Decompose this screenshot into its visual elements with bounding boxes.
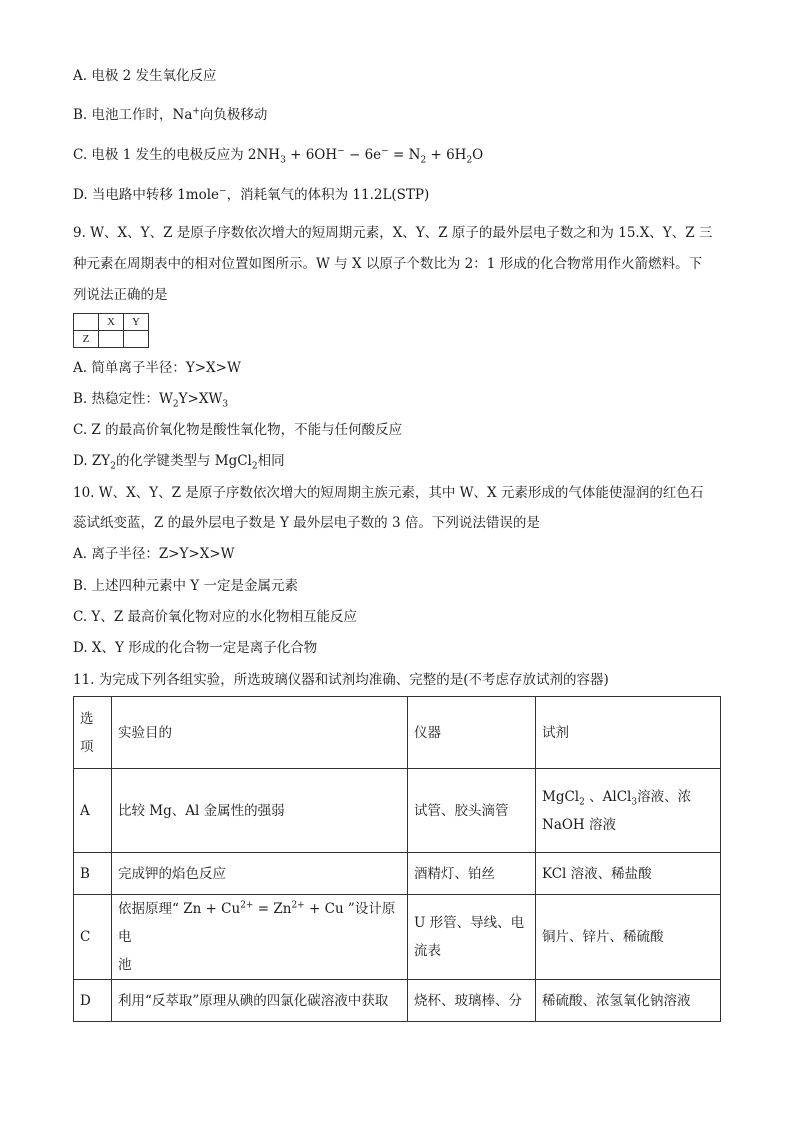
- q11-cell-option: B: [74, 853, 112, 895]
- q11-cell-apparatus-line1: U 形管、导线、电: [414, 915, 525, 931]
- q9-table-cell: Y: [124, 314, 149, 331]
- q8-option-a: A. 电极 2 发生氧化反应: [73, 68, 217, 84]
- q11-cell-apparatus: 试管、胶头滴管: [408, 769, 536, 853]
- q9-table-cell: [74, 314, 99, 331]
- q11-cell-option: C: [74, 895, 112, 980]
- q11-cell-option: D: [74, 980, 112, 1022]
- q9-table-cell: Z: [74, 331, 99, 348]
- q9-table-cell: [124, 331, 149, 348]
- q11-header-purpose: 实验目的: [112, 697, 408, 769]
- q11-cell-reagent: 铜片、锌片、稀硫酸: [536, 895, 721, 980]
- q11-cell-reagent-line1: MgCl$_2$ 、AlCl$_3$溶液、浓: [542, 788, 692, 808]
- q11-cell-purpose: [112, 895, 408, 980]
- q11-header-option-line2: 项: [80, 738, 94, 755]
- q9-periodic-table: [73, 313, 149, 348]
- q11-cell-purpose: 完成钾的焰色反应: [112, 853, 408, 895]
- q10-option-a: A. 离子半径：Z>Y>X>W: [73, 546, 235, 562]
- q11-cell-purpose: 利用“反萃取”原理从碘的四氯化碳溶液中获取: [112, 980, 408, 1022]
- q11-cell-apparatus: [408, 895, 536, 980]
- table-row: [74, 895, 721, 980]
- q10-stem-line2: 蕊试纸变蓝，Z 的最外层电子数是 Y 最外层电子数的 3 倍。下列说法错误的是: [73, 515, 540, 531]
- q9-table-cell: [99, 331, 124, 348]
- q9-table-row: [74, 314, 149, 331]
- q10-option-b: B. 上述四种元素中 Y 一定是金属元素: [73, 578, 298, 594]
- q11-stem: 11. 为完成下列各组实验，所选玻璃仪器和试剂均准确、完整的是(不考虑存放试剂的容器): [73, 672, 609, 688]
- q11-cell-purpose: 比较 Mg、Al 金属性的强弱: [112, 769, 408, 853]
- q11-table: [73, 696, 721, 1022]
- table-row: [74, 980, 721, 1022]
- table-row: [74, 853, 721, 895]
- q11-cell-reagent-line2: NaOH 溶液: [542, 816, 616, 833]
- q11-cell-purpose-line1: 依据原理“ $Zn + Cu^{2+} = Zn^{2+} + Cu$ ”设计原电: [118, 900, 396, 945]
- q9-stem-line1: 9. W、X、Y、Z 是原子序数依次增大的短周期元素，X、Y、Z 原子的最外层电子数之和为 15.X、Y、Z 三: [73, 225, 713, 241]
- q11-cell-reagent: [536, 769, 721, 853]
- q11-cell-apparatus-line2: 流表: [414, 943, 441, 959]
- q9-stem-line3: 列说法正确的是: [73, 287, 168, 303]
- q11-header-row: [74, 697, 721, 769]
- q11-cell-reagent: KCl 溶液、稀盐酸: [536, 853, 721, 895]
- q11-header-reagent: 试剂: [536, 697, 721, 769]
- q11-header-option-line1: 选: [80, 710, 94, 727]
- q11-header-apparatus: 仪器: [408, 697, 536, 769]
- q9-option-c: C. Z 的最高价氧化物是酸性氧化物，不能与任何酸反应: [73, 422, 403, 438]
- q9-table-cell: X: [99, 314, 124, 331]
- q11-cell-apparatus: 酒精灯、铂丝: [408, 853, 536, 895]
- table-row: [74, 769, 721, 853]
- q8-option-d: D. 当电路中转移 1mole−，消耗氧气的体积为 11.2L(STP): [73, 186, 430, 203]
- q10-option-c: C. Y、Z 最高价氧化物对应的水化物相互能反应: [73, 609, 358, 625]
- q9-option-a: A. 简单离子半径：Y>X>W: [73, 360, 241, 376]
- q10-option-d: D. X、Y 形成的化合物一定是离子化合物: [73, 640, 318, 656]
- q8-option-c: C. 电极 1 发生的电极反应为 $2NH_3 + 6OH^- - 6e^- = N_2 + 6H_2O$: [73, 146, 484, 166]
- q9-stem-line2: 种元素在周期表中的相对位置如图所示。W 与 X 以原子个数比为 2：1 形成的化合物常用作火箭燃料。下: [73, 256, 703, 272]
- q9-option-b: B. 热稳定性：$W_2Y>XW_3$: [73, 391, 229, 410]
- q11-cell-option: A: [74, 769, 112, 853]
- q11-cell-purpose-line2: 池: [118, 957, 132, 973]
- q11-cell-reagent: 稀硫酸、浓氢氧化钠溶液: [536, 980, 721, 1022]
- q11-cell-apparatus: 烧杯、玻璃棒、分: [408, 980, 536, 1022]
- q10-stem-line1: 10. W、X、Y、Z 是原子序数依次增大的短周期主族元素，其中 W、X 元素形成的气体能使湿润的红色石: [73, 485, 704, 501]
- q9-table-row: [74, 331, 149, 348]
- q8-option-b: B. 电池工作时，Na+向负极移动: [73, 106, 268, 123]
- q9-option-d: D. $ZY_2$的化学键类型与 MgCl$_2$相同: [73, 453, 285, 472]
- q11-header-option: [74, 697, 112, 769]
